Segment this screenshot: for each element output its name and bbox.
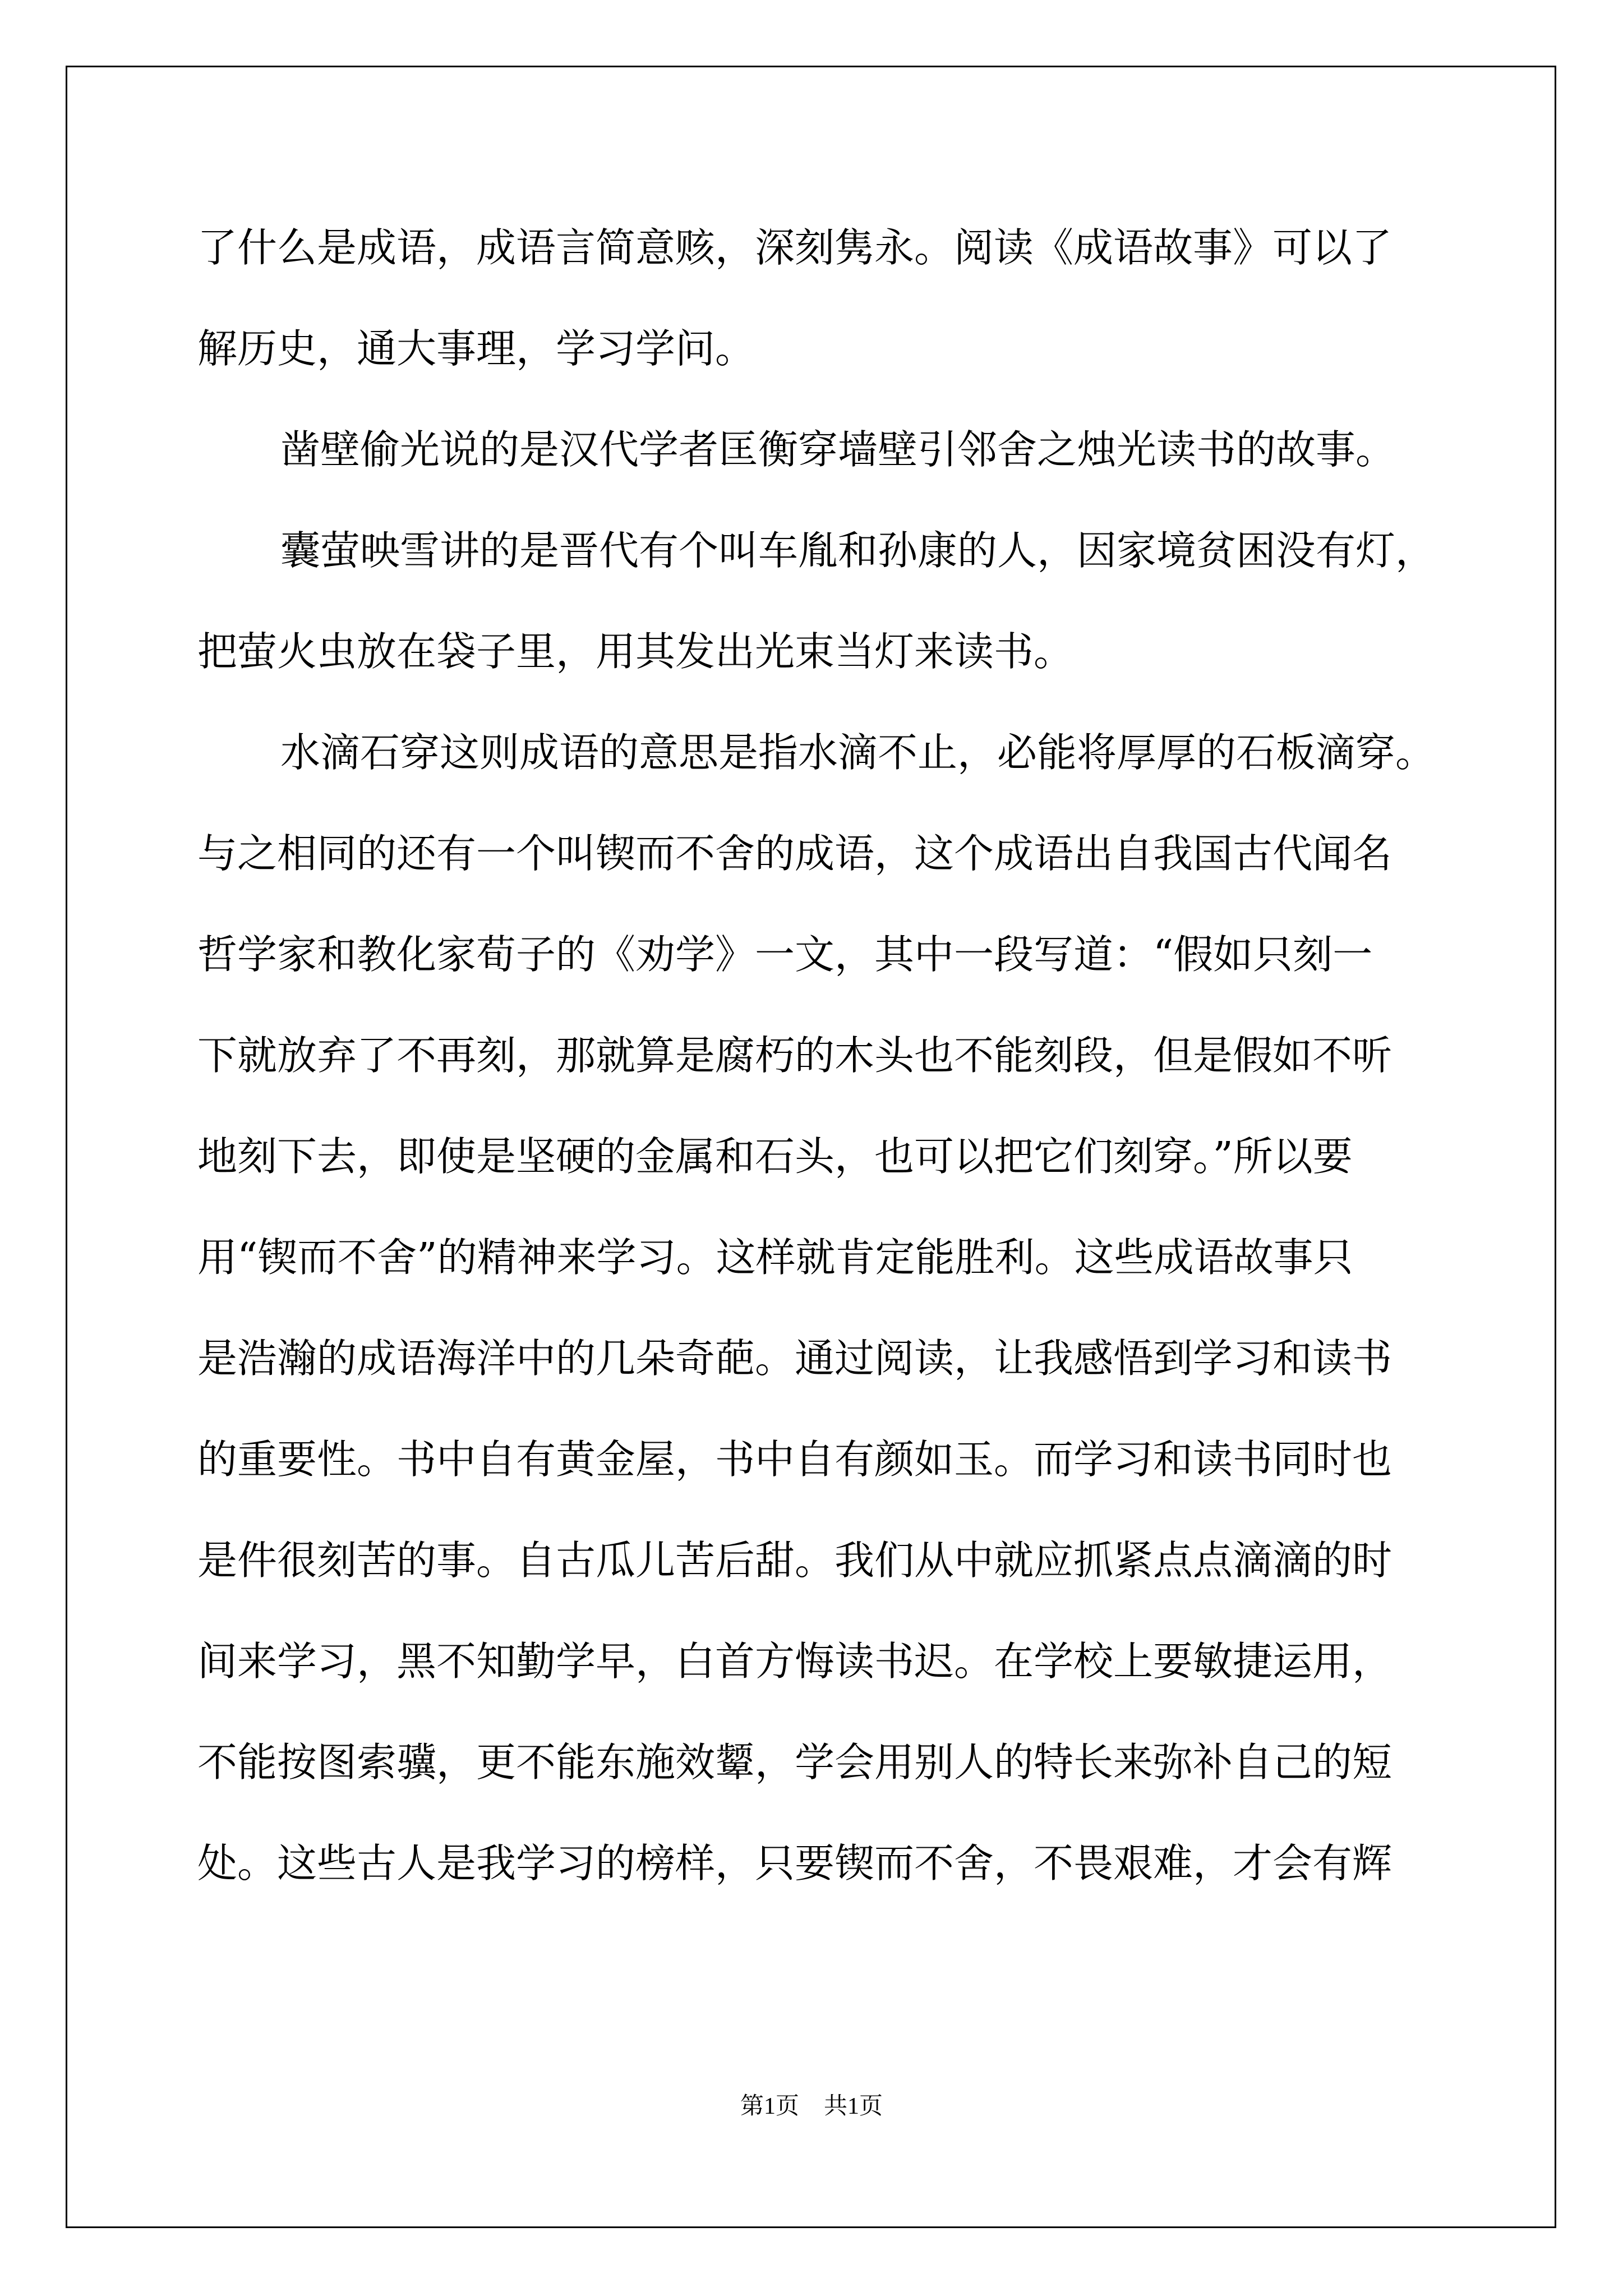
page-total: 共1页 bbox=[824, 2093, 883, 2119]
text-line: 地刻下去，即使是坚硬的金属和石头，也可以把它们刻穿。”所以要 bbox=[197, 1133, 1353, 1180]
text-line: 了什么是成语，成语言简意赅，深刻隽永。阅读《成语故事》可以了 bbox=[197, 224, 1393, 271]
text-line: 解历史，通大事理，学习学问。 bbox=[197, 325, 755, 372]
text-line: 处。这些古人是我学习的榜样，只要锲而不舍，不畏艰难，才会有辉 bbox=[197, 1840, 1393, 1887]
text-line: 哲学家和教化家荀子的《劝学》一文，其中一段写道：“假如只刻一 bbox=[197, 931, 1373, 978]
text-line: 是浩瀚的成语海洋中的几朵奇葩。通过阅读，让我感悟到学习和读书 bbox=[197, 1335, 1393, 1382]
text-line: 不能按图索骥，更不能东施效颦，学会用别人的特长来弥补自己的短 bbox=[197, 1739, 1393, 1786]
paragraph-start-line: 水滴石穿这则成语的意思是指水滴不止，必能将厚厚的石板滴穿。 bbox=[280, 729, 1436, 776]
text-line: 与之相同的还有一个叫锲而不舍的成语，这个成语出自我国古代闻名 bbox=[197, 830, 1393, 877]
paragraph-start-line: 凿壁偷光说的是汉代学者匡衡穿墙壁引邻舍之烛光读书的故事。 bbox=[280, 426, 1396, 473]
text-line: 间来学习，黑不知勤学早，白首方悔读书迟。在学校上要敏捷运用， bbox=[197, 1638, 1393, 1685]
text-line: 用“锲而不舍”的精神来学习。这样就肯定能胜利。这些成语故事只 bbox=[197, 1234, 1353, 1281]
page-footer bbox=[0, 2090, 1623, 2123]
page-number: 第1页 bbox=[740, 2093, 799, 2119]
text-line: 的重要性。书中自有黄金屋，书中自有颜如玉。而学习和读书同时也 bbox=[197, 1436, 1393, 1483]
text-line: 下就放弃了不再刻，那就算是腐朽的木头也不能刻段，但是假如不听 bbox=[197, 1032, 1393, 1079]
text-line: 把萤火虫放在袋子里，用其发出光束当灯来读书。 bbox=[197, 628, 1074, 675]
text-line: 是件很刻苦的事。自古瓜儿苦后甜。我们从中就应抓紧点点滴滴的时 bbox=[197, 1537, 1393, 1584]
paragraph-start-line: 囊萤映雪讲的是晋代有个叫车胤和孙康的人，因家境贫困没有灯， bbox=[280, 527, 1436, 574]
